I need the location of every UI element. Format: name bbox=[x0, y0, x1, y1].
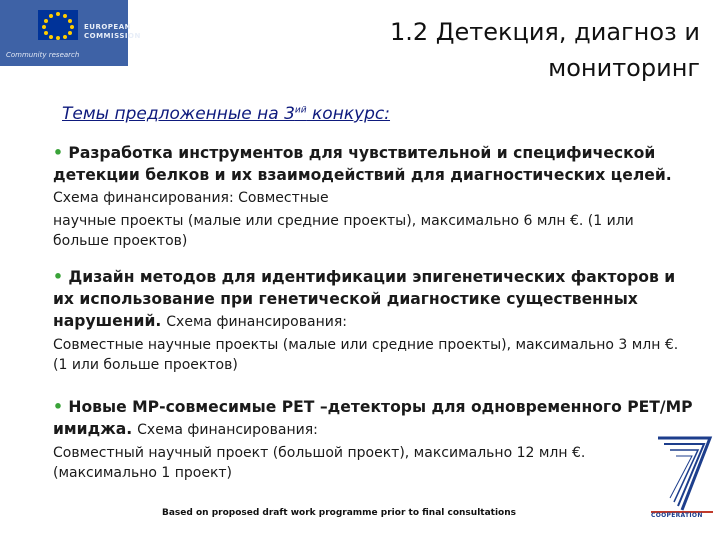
bullet-lead: Дизайн методов для идентификации эпигенетических факторов и их использование при генетической диагностике существенных нарушений. bbox=[53, 268, 676, 330]
bullet-scheme: Схема финансирования: bbox=[166, 314, 347, 330]
fp7-label: COOPERATION bbox=[651, 512, 703, 519]
bullet-item-3 bbox=[53, 396, 693, 483]
bullet-dot-icon: • bbox=[53, 398, 69, 416]
bullet-lead: Новые МР-совмесимые PET –детекторы для одновременного PET/МР имиджа. bbox=[53, 398, 693, 438]
bullet-scheme: Схема финансирования: bbox=[137, 422, 318, 438]
eu-flag-icon bbox=[38, 10, 78, 40]
bullet-detail: научные проекты (малые или средние проекты), максимально 6 млн €. (1 или больше проектов) bbox=[53, 213, 634, 249]
bullet-dot-icon: • bbox=[53, 144, 69, 162]
bullet-dot-icon: • bbox=[53, 268, 69, 286]
bullet-item-2 bbox=[53, 266, 693, 375]
bullet-scheme: Схема финансирования: Совместные bbox=[53, 190, 329, 206]
bullet-detail: Совместный научный проект (большой проект), максимально 12 млн €. (максимально 1 проект) bbox=[53, 445, 586, 481]
bullet-lead: Разработка инструментов для чувствительной и специфической детекции белков и их взаимодействий для диагностических целей. bbox=[53, 144, 672, 184]
european-commission-logo bbox=[0, 0, 141, 66]
footer-note: Based on proposed draft work programme prior to final consultations bbox=[162, 508, 516, 518]
logo-text: EUROPEAN COMMISSION bbox=[84, 23, 141, 40]
logo-subtext: Community research bbox=[6, 51, 80, 59]
bullet-item-1 bbox=[53, 142, 693, 251]
section-subtitle: Темы предложенные на $3^{ий}$ конкурс: bbox=[62, 104, 391, 124]
page-title: 1.2 Детекция, диагноз и мониторинг bbox=[389, 18, 700, 82]
bullet-detail: Совместные научные проекты (малые или средние проекты), максимально 3 млн €. (1 или больше проектов) bbox=[53, 337, 679, 373]
